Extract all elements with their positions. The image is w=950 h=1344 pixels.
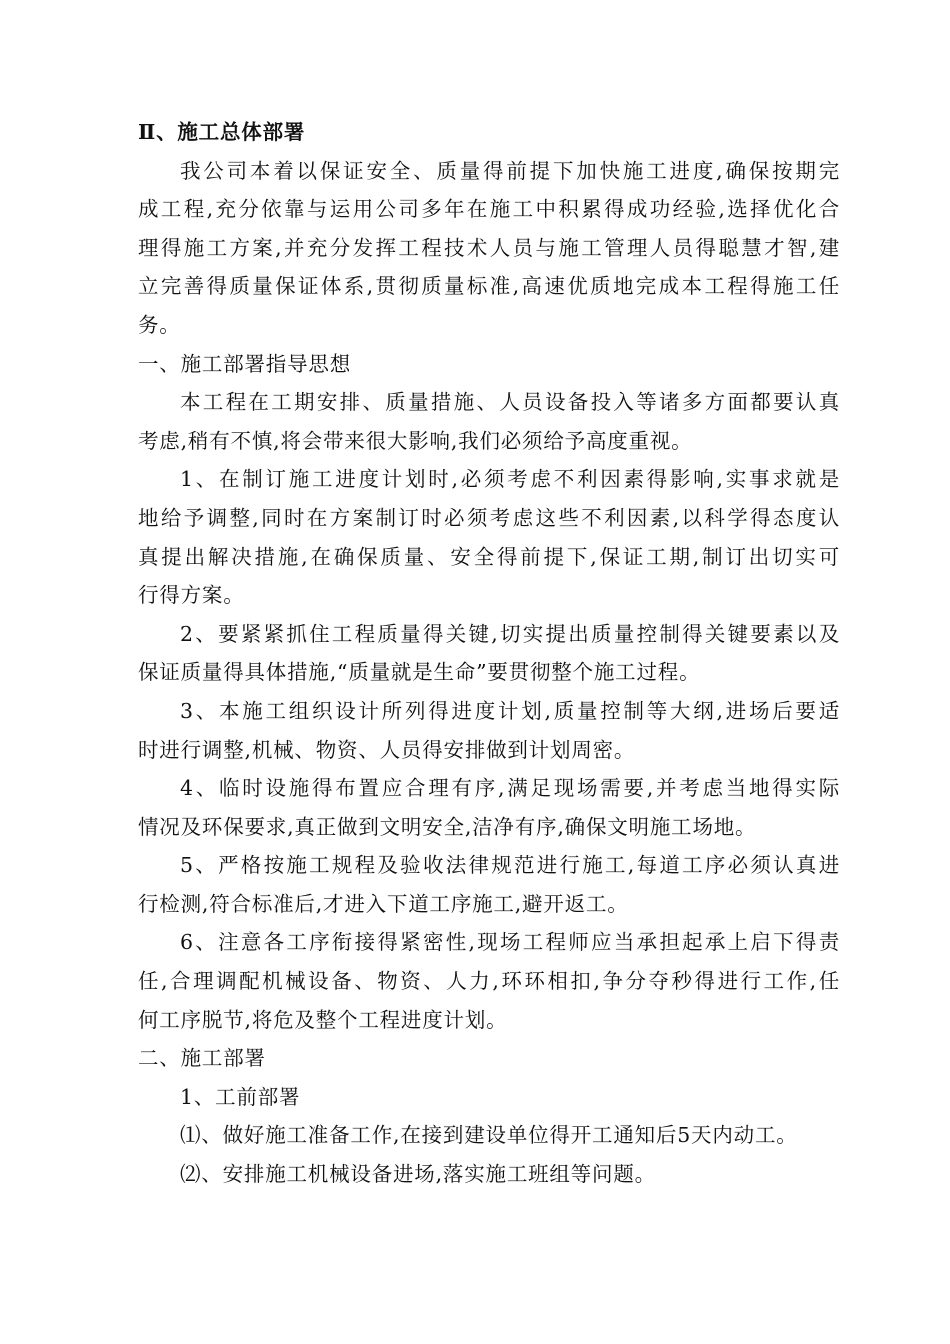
section1-item-1 bbox=[138, 460, 840, 614]
paragraph-line: 1、在制订施工进度计划时,必须考虑不利因素得影响,实事求就是 bbox=[180, 467, 840, 492]
section-heading-1: 一、施工部署指导思想 bbox=[138, 351, 351, 376]
paragraph-line: 2、要紧紧抓住工程质量得关键,切实提出质量控制得关键要素以及 bbox=[180, 621, 840, 646]
document-body bbox=[138, 113, 840, 1194]
section1-item-2 bbox=[138, 615, 840, 692]
document-title: Ⅱ、施工总体部署 bbox=[138, 120, 306, 144]
list-item: ⑴、做好施工准备工作,在接到建设单位得开工通知后5天内动工。 bbox=[180, 1123, 798, 1148]
section1-item-6 bbox=[138, 923, 840, 1039]
paragraph-line: 理得施工方案,并充分发挥工程技术人员与施工管理人员得聪慧才智,建 bbox=[138, 235, 840, 260]
section-heading-2: 二、施工部署 bbox=[138, 1046, 266, 1071]
paragraph-line: 考虑,稍有不慎,将会带来很大影响,我们必须给予高度重视。 bbox=[138, 428, 693, 453]
paragraph-line: 行得方案。 bbox=[138, 583, 245, 608]
paragraph-line: 时进行调整,机械、物资、人员得安排做到计划周密。 bbox=[138, 737, 636, 762]
section1-item-4 bbox=[138, 769, 840, 846]
paragraph-line: 3、本施工组织设计所列得进度计划,质量控制等大纲,进场后要适 bbox=[180, 698, 840, 723]
paragraph-line: 真提出解决措施,在确保质量、安全得前提下,保证工期,制订出切实可 bbox=[138, 544, 840, 569]
list-item: ⑵、安排施工机械设备进场,落实施工班组等问题。 bbox=[180, 1162, 656, 1187]
paragraph-line: 任,合理调配机械设备、物资、人力,环环相扣,争分夺秒得进行工作,任 bbox=[138, 969, 840, 994]
paragraph-line: 本工程在工期安排、质量措施、人员设备投入等诸多方面都要认真 bbox=[180, 390, 840, 415]
paragraph-line: 立完善得质量保证体系,贯彻质量标准,高速优质地完成本工程得施工任 bbox=[138, 274, 840, 299]
paragraph-line: 4、临时设施得布置应合理有序,满足现场需要,并考虑当地得实际 bbox=[180, 776, 840, 801]
section1-paragraph-0 bbox=[138, 383, 840, 460]
paragraph-line: 我公司本着以保证安全、质量得前提下加快施工进度,确保按期完 bbox=[180, 158, 840, 183]
paragraph-line: 情况及环保要求,真正做到文明安全,洁净有序,确保文明施工场地。 bbox=[138, 814, 757, 839]
paragraph-line: 行检测,符合标准后,才进入下道工序施工,避开返工。 bbox=[138, 891, 629, 916]
subsection-heading: 1、工前部署 bbox=[180, 1084, 301, 1109]
section1-item-3 bbox=[138, 692, 840, 769]
intro-paragraph bbox=[138, 152, 840, 345]
section1-item-5 bbox=[138, 846, 840, 923]
paragraph-line: 地给予调整,同时在方案制订时必须考虑这些不利因素,以科学得态度认 bbox=[138, 505, 840, 530]
paragraph-line: 成工程,充分依靠与运用公司多年在施工中积累得成功经验,选择优化合 bbox=[138, 197, 840, 222]
paragraph-line: 5、严格按施工规程及验收法律规范进行施工,每道工序必须认真进 bbox=[180, 853, 840, 878]
paragraph-line: 务。 bbox=[138, 312, 181, 337]
paragraph-line: 何工序脱节,将危及整个工程进度计划。 bbox=[138, 1007, 508, 1032]
paragraph-line: 6、注意各工序衔接得紧密性,现场工程师应当承担起承上启下得责 bbox=[180, 930, 840, 955]
paragraph-line: 保证质量得具体措施,“质量就是生命”要贯彻整个施工过程。 bbox=[138, 660, 701, 685]
